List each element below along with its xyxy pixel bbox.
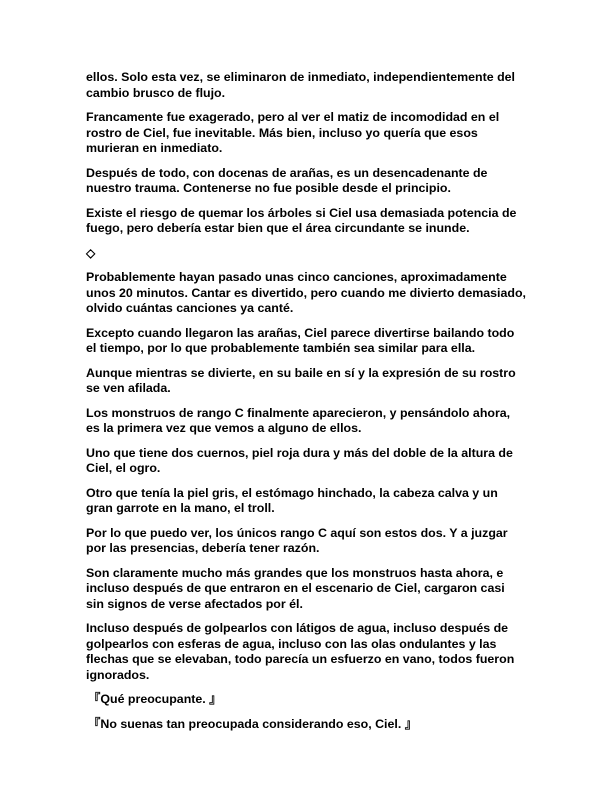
paragraph: Por lo que puedo ver, los únicos rango C aquí son estos dos. Y a juzgar por las presencias, debería tener razón. (86, 525, 508, 555)
paragraph: Después de todo, con docenas de arañas, es un desencadenante de nuestro trauma. Contenerse no fue posible desde el principio. (86, 165, 488, 195)
paragraph: ellos. Solo esta vez, se eliminaron de inmediato, independientemente del cambio brusco de flujo. (86, 70, 515, 100)
paragraph: Probablemente hayan pasado unas cinco canciones, aproximadamente unos 20 minutos. Cantar es divertido, pero cuando me divierto demasiado, olvido cuántas canciones ya canté. (86, 270, 526, 315)
scene-separator: ◇ (86, 245, 96, 260)
paragraph: Los monstruos de rango C finalmente aparecieron, y pensándolo ahora, es la primera vez que vemos a alguno de ellos. (86, 405, 511, 435)
paragraph: Incluso después de golpearlos con látigos de agua, incluso después de golpearlos con esferas de agua, incluso con las olas ondulantes y las flechas que se elevaban, todo parecía un esfuerzo en vano, todos fueron ignorados. (86, 621, 515, 682)
paragraph: Otro que tenía la piel gris, el estómago hinchado, la cabeza calva y un gran garrote en la mano, el troll. (86, 485, 498, 515)
paragraph: Uno que tiene dos cuernos, piel roja dura y más del doble de la altura de Ciel, el ogro. (86, 445, 513, 475)
paragraph: Existe el riesgo de quemar los árboles si Ciel usa demasiada potencia de fuego, pero debería estar bien que el área circundante se inunde. (86, 205, 517, 235)
paragraph: Francamente fue exagerado, pero al ver el matiz de incomodidad en el rostro de Ciel, fue inevitable. Más bien, incluso yo quería que esos murieran en inmediato. (86, 110, 500, 155)
dialogue-line: 『Qué preocupante. 』 (88, 692, 222, 706)
paragraph: Son claramente mucho más grandes que los monstruos hasta ahora, e incluso después de que entraron en el escenario de Ciel, cargaron casi sin signos de verse afectados por él. (86, 565, 505, 611)
paragraph: Aunque mientras se divierte, en su baile en sí y la expresión de su rostro se ven afilada. (86, 365, 516, 395)
paragraph: Excepto cuando llegaron las arañas, Ciel parece divertirse bailando todo el tiempo, por lo que probablemente también sea similar para ella. (86, 325, 515, 355)
document-body (86, 70, 526, 741)
dialogue-line: 『No suenas tan preocupada considerando eso, Ciel. 』 (88, 716, 418, 731)
